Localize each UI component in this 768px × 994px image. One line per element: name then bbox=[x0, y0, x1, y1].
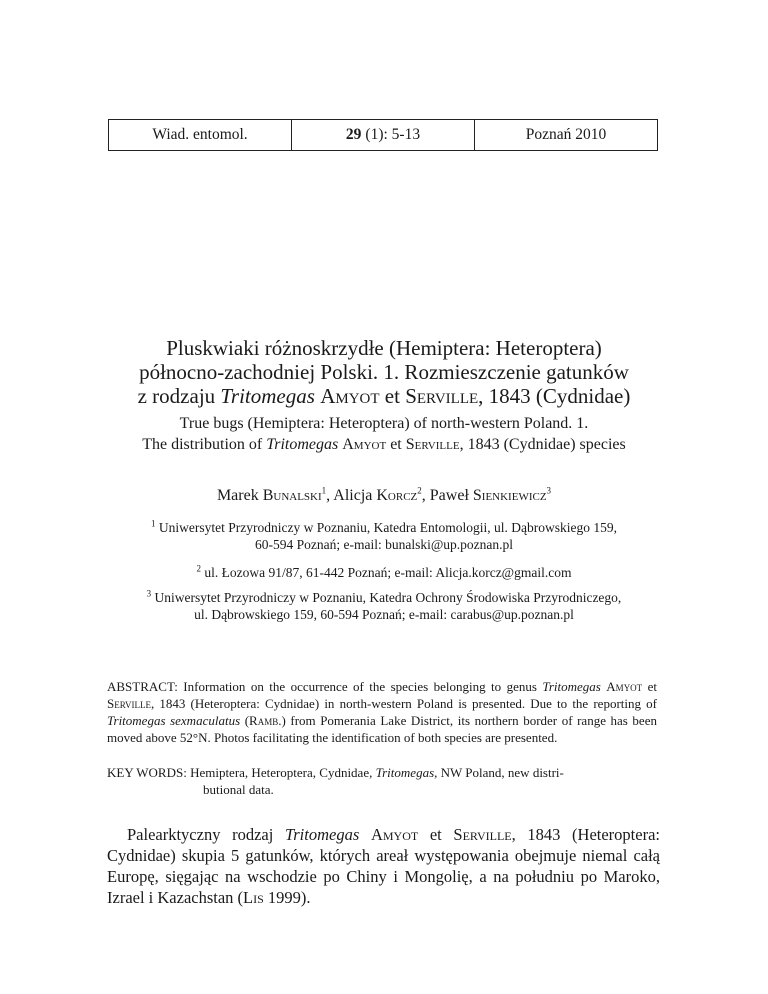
author-first-name: Alicja bbox=[333, 487, 377, 504]
volume-number: 29 bbox=[345, 126, 362, 143]
body-text-2: , 1843 (Heteroptera: Cydnidae) skupia 5 gatunków, których areał występowania obejmuje niemal całą Europę, sięgając na wschodzie po Chiny i Mongolię, a na południu po Maroko, Izrael i Kazachstan ( bbox=[107, 825, 660, 907]
body-genus: Tritomegas bbox=[285, 825, 360, 844]
author-affiliation-marker: 3 bbox=[546, 485, 552, 496]
title-line-2: północno-zachodniej Polski. 1. Rozmieszczenie gatunków bbox=[139, 360, 629, 384]
abstract-text-4: ) from Pomerania Lake District, its northern border of range has been moved above 52°N. Photos facilitating the identification of both species are presented. bbox=[107, 713, 657, 745]
author-list: Marek Bunalski$^1$, Alicja Korcz$^2$, Paweł Sienkiewicz$^3$ bbox=[216, 485, 552, 504]
author-affiliation-marker: 1 bbox=[321, 485, 327, 496]
affiliation-1-line-1: Uniwersytet Przyrodniczy w Poznaniu, Katedra Entomologii, ul. Dąbrowskiego 159, bbox=[158, 520, 618, 535]
subtitle-line-2-post: , 1843 (Cydnidae) species bbox=[459, 436, 626, 453]
keywords-genus: Tritomegas bbox=[375, 765, 435, 780]
body-author-amyot: Amyot bbox=[370, 825, 419, 844]
affiliation-marker: 3 bbox=[146, 588, 152, 599]
affiliation-2 bbox=[0, 564, 768, 581]
abstract-genus: Tritomegas bbox=[542, 679, 601, 694]
title-author-serville: Serville bbox=[405, 384, 479, 408]
subtitle-line-2-pre: The distribution of bbox=[142, 436, 267, 453]
affiliation-1 bbox=[0, 519, 768, 553]
title-et: et bbox=[379, 384, 406, 408]
affiliation-3 bbox=[0, 589, 768, 623]
abstract-text-3: ( bbox=[240, 713, 250, 728]
body-text-3: 1999). bbox=[263, 888, 311, 907]
title-genus: Tritomegas bbox=[220, 384, 315, 408]
keywords-text-3: butional data. bbox=[203, 782, 274, 797]
header-journal-name bbox=[109, 120, 292, 150]
abstract-species: Tritomegas sexmaculatus bbox=[107, 713, 241, 728]
subtitle-author-serville: Serville bbox=[405, 436, 460, 453]
abstract-label: ABSTRACT: bbox=[107, 679, 178, 694]
keywords bbox=[107, 764, 657, 798]
journal-header-table bbox=[108, 119, 658, 151]
author-2 bbox=[333, 487, 422, 504]
place-year-text: Poznań 2010 bbox=[525, 126, 607, 143]
abstract-author-ramb: Ramb. bbox=[249, 713, 282, 728]
keywords-label: KEY WORDS: bbox=[107, 765, 187, 780]
title-line-3-pre: z rodzaju bbox=[137, 384, 221, 408]
journal-name-text: Wiad. entomol. bbox=[152, 126, 248, 143]
subtitle-et: et bbox=[386, 436, 406, 453]
affiliation-1-line-2: 60-594 Poznań; e-mail: bunalski@up.poznan.pl bbox=[254, 537, 513, 552]
abstract-et: et bbox=[642, 679, 658, 694]
author-first-name: Paweł bbox=[429, 487, 473, 504]
affiliation-3-line-1: Uniwersytet Przyrodniczy w Poznaniu, Katedra Ochrony Środowiska Przyrodniczego, bbox=[154, 590, 622, 605]
abstract-text-1: Information on the occurrence of the species belonging to genus bbox=[177, 679, 543, 694]
abstract-author-amyot: Amyot bbox=[606, 679, 643, 694]
author-last-name: Korcz bbox=[376, 487, 418, 504]
title-author-amyot: Amyot bbox=[320, 384, 380, 408]
author-last-name: Sienkiewicz bbox=[472, 487, 547, 504]
article-title-english bbox=[0, 413, 768, 455]
body-et: et bbox=[418, 825, 454, 844]
subtitle-line-2 bbox=[0, 434, 768, 455]
author-1 bbox=[217, 487, 326, 504]
affiliation-marker: 1 bbox=[150, 518, 156, 529]
title-line-3-post: , 1843 (Cydnidae) bbox=[478, 384, 631, 408]
affiliation-2-line-1: ul. Łozowa 91/87, 61-442 Poznań; e-mail: Alicja.korcz@gmail.com bbox=[204, 565, 572, 580]
article-title-polish bbox=[0, 336, 768, 408]
body-text-1: Palearktyczny rodzaj bbox=[127, 825, 285, 844]
header-place-year bbox=[475, 120, 657, 150]
subtitle-author-amyot: Amyot bbox=[342, 436, 387, 453]
keywords-text-1: Hemiptera, Heteroptera, Cydnidae, bbox=[186, 765, 376, 780]
header-volume bbox=[292, 120, 475, 150]
body-author-serville: Serville bbox=[453, 825, 512, 844]
abstract-author-serville: Serville bbox=[107, 696, 151, 711]
author-affiliation-marker: 2 bbox=[417, 485, 422, 496]
title-line-3 bbox=[0, 384, 768, 408]
abstract-text-2: , 1843 (Heteroptera: Cydnidae) in north-western Poland is presented. Due to the reporting of bbox=[151, 696, 657, 711]
affiliation-marker: 2 bbox=[196, 563, 202, 574]
affiliation-3-line-2: ul. Dąbrowskiego 159, 60-594 Poznań; e-mail: carabus@up.poznan.pl bbox=[194, 607, 574, 622]
body-citation-lis: Lis bbox=[243, 888, 264, 907]
author-first-name: Marek bbox=[216, 487, 263, 504]
author-last-name: Bunalski bbox=[262, 487, 322, 504]
issue-pages: (1): 5-13 bbox=[365, 126, 421, 143]
body-paragraph bbox=[107, 824, 660, 908]
subtitle-line-1: True bugs (Hemiptera: Heteroptera) of north-western Poland. 1. bbox=[179, 415, 589, 432]
keywords-text-2: , NW Poland, new distri- bbox=[434, 765, 564, 780]
subtitle-genus: Tritomegas bbox=[266, 436, 339, 453]
abstract bbox=[107, 678, 657, 746]
author-3 bbox=[430, 487, 551, 504]
title-line-1: Pluskwiaki różnoskrzydłe (Hemiptera: Heteroptera) bbox=[166, 336, 602, 360]
